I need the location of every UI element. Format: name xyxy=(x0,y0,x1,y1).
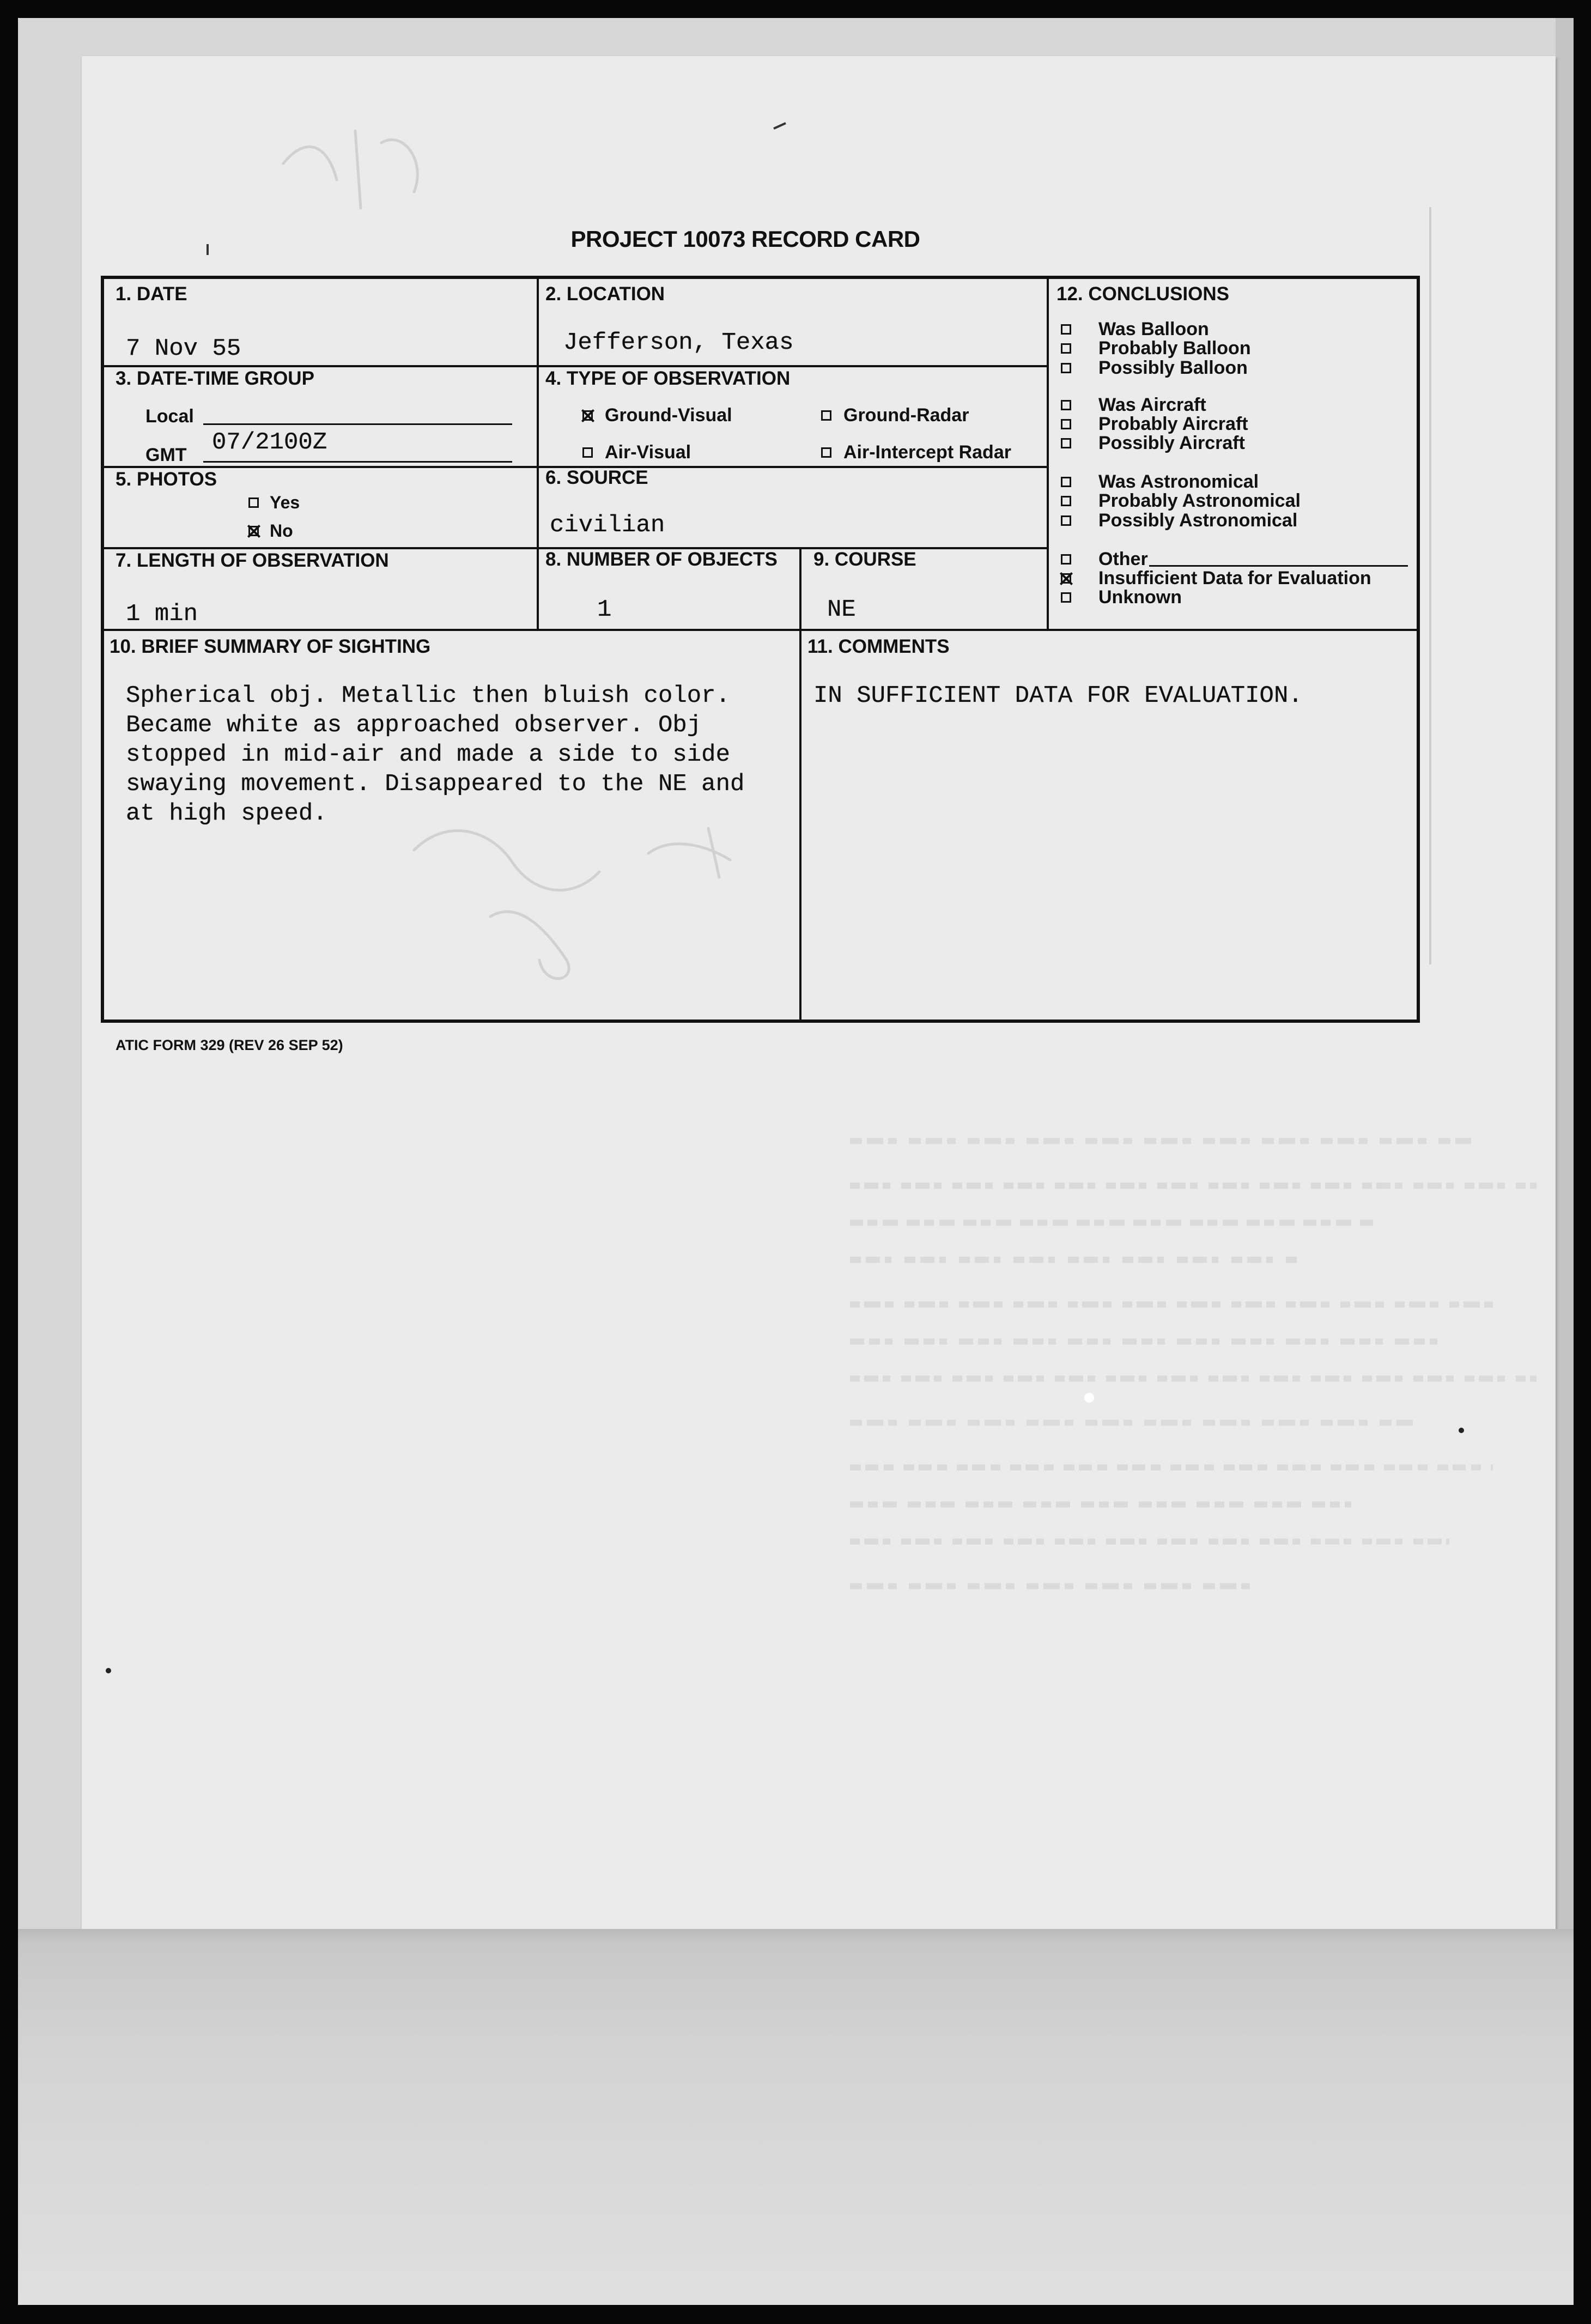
record-card xyxy=(101,276,1420,1023)
option-was-balloon: Was Balloon xyxy=(1098,319,1209,339)
option-ground-visual: Ground-Visual xyxy=(605,405,732,426)
gmt-value: 07/2100Z xyxy=(212,429,327,456)
option-unknown: Unknown xyxy=(1098,587,1182,608)
date-time-group-label: 3. DATE-TIME GROUP xyxy=(116,368,314,389)
form-number: ATIC FORM 329 (REV 26 SEP 52) xyxy=(116,1037,343,1053)
number-of-objects-label: 8. NUMBER OF OBJECTS xyxy=(545,549,778,570)
card-border xyxy=(101,276,1420,1023)
conclusions-label: 12. CONCLUSIONS xyxy=(1056,283,1229,305)
option-possibly-astronomical: Possibly Astronomical xyxy=(1098,510,1298,531)
comments-label: 11. COMMENTS xyxy=(807,636,950,657)
summary-line: Spherical obj. Metallic then bluish color. xyxy=(126,682,730,709)
option-possibly-balloon: Possibly Balloon xyxy=(1098,357,1248,378)
option-probably-balloon: Probably Balloon xyxy=(1098,338,1251,359)
option-was-astronomical: Was Astronomical xyxy=(1098,471,1259,492)
option-probably-astronomical: Probably Astronomical xyxy=(1098,490,1301,511)
summary-line: at high speed. xyxy=(126,800,327,827)
option-air-intercept-radar: Air-Intercept Radar xyxy=(843,442,1011,463)
date-value: 7 Nov 55 xyxy=(126,335,241,362)
option-other: Other xyxy=(1098,549,1148,569)
card-title: PROJECT 10073 RECORD CARD xyxy=(570,226,920,252)
option-was-aircraft: Was Aircraft xyxy=(1098,395,1206,415)
location-value: Jefferson, Texas xyxy=(563,329,794,356)
summary-label: 10. BRIEF SUMMARY OF SIGHTING xyxy=(110,636,431,657)
option-ground-radar: Ground-Radar xyxy=(843,405,969,426)
location-label: 2. LOCATION xyxy=(545,283,665,305)
summary-line: stopped in mid-air and made a side to side xyxy=(126,741,730,768)
option-photos-no: No xyxy=(270,521,293,541)
option-possibly-aircraft: Possibly Aircraft xyxy=(1098,433,1245,453)
local-label: Local xyxy=(145,406,194,427)
summary-line: Became white as approached observer. Obj xyxy=(126,712,702,739)
number-of-objects-value: 1 xyxy=(597,596,612,623)
option-air-visual: Air-Visual xyxy=(605,442,691,463)
course-label: 9. COURSE xyxy=(813,549,916,570)
option-photos-yes: Yes xyxy=(270,493,300,512)
length-of-observation-label: 7. LENGTH OF OBSERVATION xyxy=(116,550,389,571)
option-insufficient-data: Insufficient Data for Evaluation xyxy=(1098,568,1371,588)
lower-film-band xyxy=(18,1929,1574,2305)
length-of-observation-value: 1 min xyxy=(126,600,198,628)
photos-label: 5. PHOTOS xyxy=(116,469,217,490)
gmt-label: GMT xyxy=(145,445,187,465)
type-of-observation-label: 4. TYPE OF OBSERVATION xyxy=(545,368,791,389)
source-value: civilian xyxy=(550,512,665,539)
source-label: 6. SOURCE xyxy=(545,467,648,488)
option-probably-aircraft: Probably Aircraft xyxy=(1098,414,1248,434)
comments-value: IN SUFFICIENT DATA FOR EVALUATION. xyxy=(813,682,1303,709)
summary-line: swaying movement. Disappeared to the NE and xyxy=(126,770,745,798)
film-right-edge xyxy=(1556,18,1574,1929)
date-label: 1. DATE xyxy=(116,283,187,305)
course-value: NE xyxy=(827,596,856,623)
